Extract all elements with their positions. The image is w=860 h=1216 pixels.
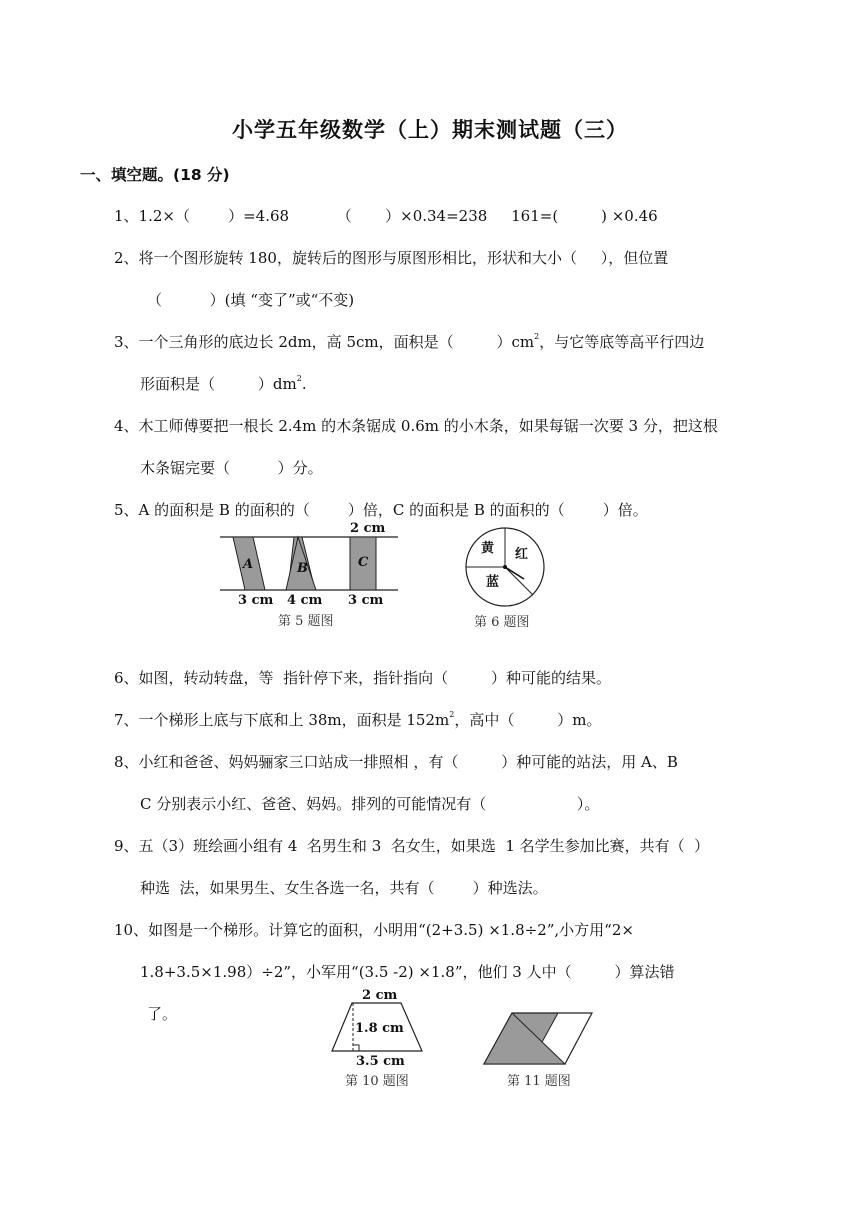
question-8-cont: C 分别表示小红、爸爸、妈妈。排列的可能情况有（ ）。 — [140, 795, 600, 813]
fig5-base-b: 4 cm — [287, 593, 323, 608]
fig6-pivot — [503, 565, 507, 569]
question-3 — [114, 332, 704, 352]
fig5-top-label: 2 cm — [350, 521, 386, 536]
question-4: 4、木工师傅要把一根长 2.4m 的木条锯成 0.6m 的小木条，如果每锯一次要 3 分，把这根 — [114, 417, 718, 435]
fig6-sector-red: 红 — [515, 547, 529, 562]
fig6-sector-yellow: 黄 — [481, 541, 495, 556]
question-5: 5、A 的面积是 B 的面积的（ ）倍，C 的面积是 B 的面积的（ ）倍。 — [114, 501, 648, 519]
fig10-base-label: 3.5 cm — [356, 1054, 405, 1069]
fig5-base-c: 3 cm — [348, 593, 384, 608]
figure-6 — [460, 522, 550, 634]
question-3-part2: ，与它等底等高平行四边 — [539, 333, 705, 351]
question-10-cont: 1.8+3.5×1.98）÷2”，小军用“(3.5 -2) ×1.8”，他们 3 人中（ ）算法错 — [140, 963, 675, 981]
question-4-cont: 木条锯完要（ ）分。 — [140, 459, 323, 477]
question-6: 6、如图，转动转盘，等 指针停下来，指针指向（ ）种可能的结果。 — [114, 669, 611, 687]
fig5-label-c: C — [358, 555, 369, 570]
figure-5 — [220, 520, 400, 635]
fig6-caption: 第 6 题图 — [474, 615, 530, 630]
question-1: 1、1.2×（ ）=4.68 （ ）×0.34=238 161=( ) ×0.46 — [114, 207, 658, 225]
figure-10 — [325, 985, 435, 1090]
figure-11 — [480, 1005, 600, 1090]
question-8: 8、小红和爸爸、妈妈骊家三口站成一排照相 ，有（ ）种可能的站法，用 A、B — [114, 753, 678, 771]
question-9: 9、五（3）班绘画小组有 4 名男生和 3 名女生，如果选 1 名学生参加比赛，共有（ ） — [114, 837, 710, 855]
fig5-label-a: A — [243, 557, 254, 572]
question-10-end: 了。 — [147, 1005, 178, 1023]
superscript-2: 2 — [534, 332, 540, 341]
fig5-caption: 第 5 题图 — [278, 614, 334, 629]
question-7-part2: ，高中（ ）m。 — [454, 711, 602, 729]
question-3-cont-part2: . — [301, 375, 307, 393]
question-7-part1: 7、一个梯形上底与下底和上 38m，面积是 152m — [114, 711, 450, 729]
superscript-2: 2 — [449, 710, 455, 719]
question-3-cont — [140, 374, 307, 394]
fig10-height-label: 1.8 cm — [355, 1021, 404, 1036]
fig5-label-b: B — [297, 561, 308, 576]
question-2-cont: （ ）(填 “变了”或“不变) — [147, 291, 355, 309]
question-2: 2、将一个图形旋转 180，旋转后的图形与原图形相比，形状和大小（ ），但位置 — [114, 249, 669, 267]
superscript-2: 2 — [296, 374, 302, 383]
fig11-caption: 第 11 题图 — [507, 1074, 571, 1089]
fig10-caption: 第 10 题图 — [345, 1074, 409, 1089]
question-7 — [114, 710, 601, 730]
question-9-cont: 种选 法，如果男生、女生各选一名，共有（ ）种选法。 — [140, 879, 548, 897]
question-10: 10、如图是一个梯形。计算它的面积，小明用“(2+3.5) ×1.8÷2”,小方用“2× — [114, 921, 634, 939]
fig10-top-label: 2 cm — [362, 988, 398, 1003]
fig5-base-a: 3 cm — [238, 593, 274, 608]
question-3-part1: 3、一个三角形的底边长 2dm，高 5cm，面积是（ ）cm — [114, 333, 535, 351]
section-heading: 一、填空题。(18 分) — [80, 166, 230, 184]
question-3-cont-part1: 形面积是（ ）dm — [140, 375, 297, 393]
page-title: 小学五年级数学（上）期末测试题（三） — [232, 118, 628, 142]
fig6-sector-blue: 蓝 — [486, 575, 500, 590]
